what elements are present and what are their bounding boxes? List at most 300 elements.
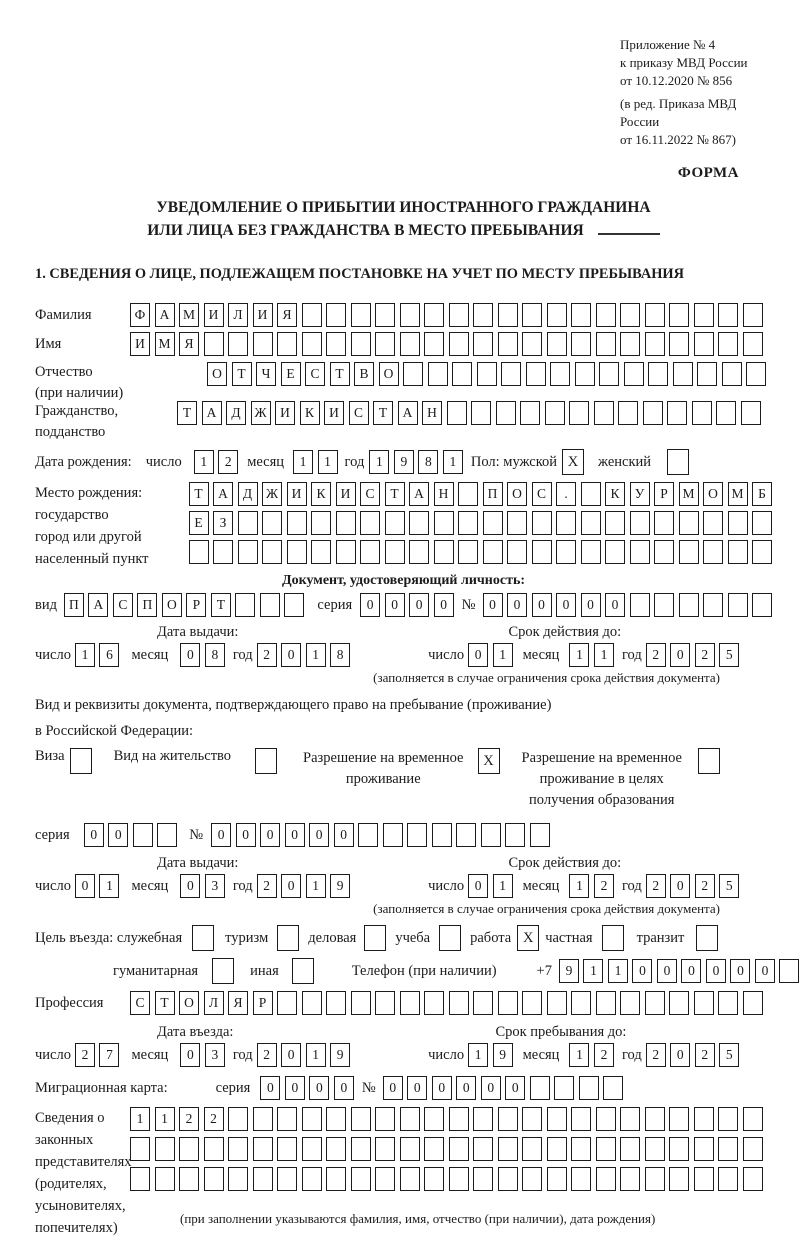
form-cell[interactable] bbox=[358, 823, 378, 847]
form-cell[interactable] bbox=[447, 401, 467, 425]
form-cell[interactable]: 0 bbox=[180, 643, 200, 667]
form-cell[interactable]: 0 bbox=[180, 874, 200, 898]
form-cell[interactable] bbox=[452, 362, 472, 386]
form-cell[interactable] bbox=[326, 332, 346, 356]
form-cell[interactable] bbox=[550, 362, 570, 386]
form-cell[interactable]: Я bbox=[228, 991, 248, 1015]
form-cell[interactable]: Б bbox=[752, 482, 772, 506]
purpose-work-checkbox[interactable]: X bbox=[517, 925, 539, 951]
form-cell[interactable]: И bbox=[336, 482, 356, 506]
form-cell[interactable] bbox=[284, 593, 304, 617]
form-cell[interactable]: 0 bbox=[281, 874, 301, 898]
form-cell[interactable] bbox=[326, 991, 346, 1015]
form-cell[interactable]: Т bbox=[177, 401, 197, 425]
form-cell[interactable] bbox=[522, 1167, 542, 1191]
form-cell[interactable]: 9 bbox=[394, 450, 414, 474]
form-cell[interactable] bbox=[547, 1107, 567, 1131]
form-cell[interactable] bbox=[643, 401, 663, 425]
form-cell[interactable] bbox=[743, 1107, 763, 1131]
form-cell[interactable]: 3 bbox=[205, 874, 225, 898]
form-cell[interactable] bbox=[473, 332, 493, 356]
form-cell[interactable]: 8 bbox=[330, 643, 350, 667]
form-cell[interactable]: 0 bbox=[456, 1076, 476, 1100]
form-cell[interactable] bbox=[385, 511, 405, 535]
form-cell[interactable]: 6 bbox=[99, 643, 119, 667]
form-cell[interactable]: 1 bbox=[569, 1043, 589, 1067]
form-cell[interactable] bbox=[571, 303, 591, 327]
form-cell[interactable] bbox=[326, 1167, 346, 1191]
form-cell[interactable] bbox=[471, 401, 491, 425]
form-cell[interactable]: 0 bbox=[657, 959, 677, 983]
form-cell[interactable]: 0 bbox=[75, 874, 95, 898]
form-cell[interactable] bbox=[375, 332, 395, 356]
form-cell[interactable]: С bbox=[305, 362, 325, 386]
form-cell[interactable] bbox=[311, 511, 331, 535]
form-cell[interactable]: 0 bbox=[605, 593, 625, 617]
form-cell[interactable] bbox=[532, 540, 552, 564]
form-cell[interactable] bbox=[228, 332, 248, 356]
form-cell[interactable]: 9 bbox=[559, 959, 579, 983]
form-cell[interactable] bbox=[620, 1167, 640, 1191]
form-cell[interactable] bbox=[400, 1137, 420, 1161]
form-cell[interactable] bbox=[522, 991, 542, 1015]
form-cell[interactable] bbox=[351, 1167, 371, 1191]
form-cell[interactable] bbox=[302, 332, 322, 356]
form-cell[interactable] bbox=[360, 540, 380, 564]
form-cell[interactable] bbox=[428, 362, 448, 386]
form-cell[interactable]: С bbox=[130, 991, 150, 1015]
form-cell[interactable] bbox=[547, 1167, 567, 1191]
form-cell[interactable] bbox=[213, 540, 233, 564]
form-cell[interactable] bbox=[287, 540, 307, 564]
form-cell[interactable] bbox=[526, 362, 546, 386]
form-cell[interactable] bbox=[630, 540, 650, 564]
form-cell[interactable] bbox=[400, 1107, 420, 1131]
form-cell[interactable] bbox=[743, 991, 763, 1015]
form-cell[interactable]: 2 bbox=[257, 643, 277, 667]
form-cell[interactable] bbox=[624, 362, 644, 386]
form-cell[interactable]: С bbox=[360, 482, 380, 506]
form-cell[interactable] bbox=[238, 511, 258, 535]
form-cell[interactable] bbox=[456, 823, 476, 847]
form-cell[interactable] bbox=[287, 511, 307, 535]
form-cell[interactable] bbox=[545, 401, 565, 425]
form-cell[interactable] bbox=[716, 401, 736, 425]
form-cell[interactable] bbox=[326, 1107, 346, 1131]
form-cell[interactable] bbox=[228, 1137, 248, 1161]
form-cell[interactable] bbox=[277, 332, 297, 356]
form-cell[interactable] bbox=[679, 540, 699, 564]
form-cell[interactable]: Р bbox=[186, 593, 206, 617]
form-cell[interactable] bbox=[262, 511, 282, 535]
form-cell[interactable] bbox=[498, 303, 518, 327]
form-cell[interactable] bbox=[718, 303, 738, 327]
form-cell[interactable] bbox=[594, 401, 614, 425]
form-cell[interactable] bbox=[477, 362, 497, 386]
form-cell[interactable] bbox=[385, 540, 405, 564]
form-cell[interactable] bbox=[654, 540, 674, 564]
form-cell[interactable] bbox=[351, 303, 371, 327]
form-cell[interactable]: 0 bbox=[434, 593, 454, 617]
form-cell[interactable] bbox=[360, 511, 380, 535]
form-cell[interactable] bbox=[645, 1137, 665, 1161]
form-cell[interactable]: 1 bbox=[306, 643, 326, 667]
form-cell[interactable] bbox=[571, 991, 591, 1015]
form-cell[interactable] bbox=[694, 991, 714, 1015]
form-cell[interactable]: И bbox=[275, 401, 295, 425]
form-cell[interactable] bbox=[569, 401, 589, 425]
form-cell[interactable] bbox=[596, 303, 616, 327]
form-cell[interactable] bbox=[743, 1167, 763, 1191]
form-cell[interactable]: Л bbox=[228, 303, 248, 327]
form-cell[interactable] bbox=[694, 1167, 714, 1191]
form-cell[interactable]: Р bbox=[654, 482, 674, 506]
form-cell[interactable] bbox=[581, 540, 601, 564]
purpose-transit-checkbox[interactable] bbox=[696, 925, 718, 951]
form-cell[interactable]: И bbox=[287, 482, 307, 506]
form-cell[interactable] bbox=[620, 1137, 640, 1161]
form-cell[interactable]: Д bbox=[226, 401, 246, 425]
form-cell[interactable]: Я bbox=[277, 303, 297, 327]
form-cell[interactable] bbox=[596, 1167, 616, 1191]
temp-residence-edu-checkbox[interactable] bbox=[698, 748, 720, 774]
form-cell[interactable] bbox=[679, 593, 699, 617]
form-cell[interactable]: 2 bbox=[695, 1043, 715, 1067]
form-cell[interactable] bbox=[522, 1107, 542, 1131]
form-cell[interactable] bbox=[718, 332, 738, 356]
form-cell[interactable] bbox=[741, 401, 761, 425]
form-cell[interactable] bbox=[458, 540, 478, 564]
form-cell[interactable]: 2 bbox=[695, 643, 715, 667]
form-cell[interactable]: В bbox=[354, 362, 374, 386]
form-cell[interactable]: 0 bbox=[507, 593, 527, 617]
form-cell[interactable]: 1 bbox=[493, 643, 513, 667]
form-cell[interactable] bbox=[260, 593, 280, 617]
form-cell[interactable] bbox=[547, 991, 567, 1015]
form-cell[interactable] bbox=[728, 593, 748, 617]
form-cell[interactable] bbox=[596, 991, 616, 1015]
form-cell[interactable]: 0 bbox=[309, 1076, 329, 1100]
form-cell[interactable] bbox=[596, 332, 616, 356]
form-cell[interactable]: Т bbox=[189, 482, 209, 506]
form-cell[interactable]: С bbox=[532, 482, 552, 506]
form-cell[interactable] bbox=[253, 1107, 273, 1131]
form-cell[interactable]: Т bbox=[232, 362, 252, 386]
form-cell[interactable]: 7 bbox=[99, 1043, 119, 1067]
form-cell[interactable] bbox=[204, 1137, 224, 1161]
form-cell[interactable] bbox=[718, 1137, 738, 1161]
form-cell[interactable]: . bbox=[556, 482, 576, 506]
form-cell[interactable] bbox=[507, 511, 527, 535]
form-cell[interactable] bbox=[522, 303, 542, 327]
form-cell[interactable] bbox=[718, 1167, 738, 1191]
form-cell[interactable]: Д bbox=[238, 482, 258, 506]
form-cell[interactable] bbox=[530, 1076, 550, 1100]
form-cell[interactable]: 0 bbox=[407, 1076, 427, 1100]
form-cell[interactable] bbox=[383, 823, 403, 847]
form-cell[interactable] bbox=[620, 332, 640, 356]
form-cell[interactable] bbox=[409, 511, 429, 535]
form-cell[interactable] bbox=[547, 332, 567, 356]
form-cell[interactable] bbox=[204, 332, 224, 356]
form-cell[interactable]: О bbox=[507, 482, 527, 506]
form-cell[interactable]: 5 bbox=[719, 643, 739, 667]
form-cell[interactable]: 0 bbox=[468, 643, 488, 667]
form-cell[interactable] bbox=[424, 991, 444, 1015]
form-cell[interactable] bbox=[496, 401, 516, 425]
form-cell[interactable] bbox=[498, 1107, 518, 1131]
form-cell[interactable] bbox=[424, 1137, 444, 1161]
purpose-business-checkbox[interactable] bbox=[364, 925, 386, 951]
form-cell[interactable]: 0 bbox=[334, 1076, 354, 1100]
form-cell[interactable] bbox=[155, 1167, 175, 1191]
form-cell[interactable] bbox=[507, 540, 527, 564]
form-cell[interactable]: 1 bbox=[306, 1043, 326, 1067]
form-cell[interactable]: О bbox=[703, 482, 723, 506]
form-cell[interactable] bbox=[547, 303, 567, 327]
form-cell[interactable] bbox=[752, 593, 772, 617]
form-cell[interactable] bbox=[630, 593, 650, 617]
form-cell[interactable]: 0 bbox=[468, 874, 488, 898]
form-cell[interactable]: А bbox=[398, 401, 418, 425]
form-cell[interactable]: А bbox=[88, 593, 108, 617]
form-cell[interactable] bbox=[449, 303, 469, 327]
form-cell[interactable] bbox=[603, 1076, 623, 1100]
form-cell[interactable] bbox=[375, 303, 395, 327]
form-cell[interactable] bbox=[575, 362, 595, 386]
form-cell[interactable]: 0 bbox=[483, 593, 503, 617]
form-cell[interactable] bbox=[253, 1167, 273, 1191]
form-cell[interactable]: 0 bbox=[481, 1076, 501, 1100]
form-cell[interactable]: 0 bbox=[309, 823, 329, 847]
form-cell[interactable] bbox=[235, 593, 255, 617]
form-cell[interactable]: И bbox=[253, 303, 273, 327]
form-cell[interactable] bbox=[579, 1076, 599, 1100]
form-cell[interactable]: 0 bbox=[281, 643, 301, 667]
form-cell[interactable] bbox=[375, 1107, 395, 1131]
form-cell[interactable] bbox=[481, 823, 501, 847]
form-cell[interactable] bbox=[498, 332, 518, 356]
form-cell[interactable]: 0 bbox=[632, 959, 652, 983]
form-cell[interactable]: О bbox=[379, 362, 399, 386]
form-cell[interactable]: 0 bbox=[108, 823, 128, 847]
form-cell[interactable] bbox=[599, 362, 619, 386]
form-cell[interactable]: К bbox=[300, 401, 320, 425]
form-cell[interactable] bbox=[596, 1107, 616, 1131]
form-cell[interactable] bbox=[752, 540, 772, 564]
form-cell[interactable]: 1 bbox=[369, 450, 389, 474]
form-cell[interactable] bbox=[743, 332, 763, 356]
form-cell[interactable] bbox=[779, 959, 799, 983]
form-cell[interactable] bbox=[351, 1137, 371, 1161]
form-cell[interactable] bbox=[400, 332, 420, 356]
form-cell[interactable]: Т bbox=[211, 593, 231, 617]
form-cell[interactable] bbox=[673, 362, 693, 386]
form-cell[interactable] bbox=[204, 1167, 224, 1191]
form-cell[interactable]: 1 bbox=[99, 874, 119, 898]
form-cell[interactable] bbox=[556, 540, 576, 564]
form-cell[interactable]: 1 bbox=[608, 959, 628, 983]
form-cell[interactable] bbox=[253, 332, 273, 356]
form-cell[interactable] bbox=[473, 991, 493, 1015]
form-cell[interactable] bbox=[703, 511, 723, 535]
form-cell[interactable] bbox=[645, 303, 665, 327]
form-cell[interactable] bbox=[571, 1167, 591, 1191]
form-cell[interactable] bbox=[571, 1107, 591, 1131]
form-cell[interactable]: 2 bbox=[594, 874, 614, 898]
form-cell[interactable] bbox=[692, 401, 712, 425]
form-cell[interactable] bbox=[403, 362, 423, 386]
form-cell[interactable] bbox=[618, 401, 638, 425]
form-cell[interactable]: Е bbox=[281, 362, 301, 386]
form-cell[interactable] bbox=[654, 593, 674, 617]
form-cell[interactable] bbox=[530, 823, 550, 847]
purpose-other-checkbox[interactable] bbox=[292, 958, 314, 984]
form-cell[interactable] bbox=[630, 511, 650, 535]
form-cell[interactable] bbox=[581, 482, 601, 506]
form-cell[interactable] bbox=[669, 1137, 689, 1161]
form-cell[interactable] bbox=[703, 540, 723, 564]
form-cell[interactable] bbox=[620, 991, 640, 1015]
form-cell[interactable]: 0 bbox=[532, 593, 552, 617]
form-cell[interactable] bbox=[547, 1137, 567, 1161]
form-cell[interactable]: 0 bbox=[670, 643, 690, 667]
form-cell[interactable]: 1 bbox=[569, 874, 589, 898]
form-cell[interactable]: 2 bbox=[695, 874, 715, 898]
form-cell[interactable]: 0 bbox=[285, 1076, 305, 1100]
purpose-official-checkbox[interactable] bbox=[192, 925, 214, 951]
form-cell[interactable]: 1 bbox=[318, 450, 338, 474]
form-cell[interactable] bbox=[596, 1137, 616, 1161]
form-cell[interactable] bbox=[694, 1107, 714, 1131]
form-cell[interactable] bbox=[302, 991, 322, 1015]
form-cell[interactable] bbox=[645, 1167, 665, 1191]
form-cell[interactable] bbox=[571, 332, 591, 356]
form-cell[interactable] bbox=[746, 362, 766, 386]
form-cell[interactable] bbox=[498, 1137, 518, 1161]
form-cell[interactable] bbox=[424, 1107, 444, 1131]
form-cell[interactable] bbox=[620, 1107, 640, 1131]
form-cell[interactable] bbox=[302, 1107, 322, 1131]
form-cell[interactable]: 9 bbox=[493, 1043, 513, 1067]
form-cell[interactable] bbox=[645, 1107, 665, 1131]
form-cell[interactable] bbox=[228, 1107, 248, 1131]
form-cell[interactable] bbox=[620, 303, 640, 327]
form-cell[interactable]: Т bbox=[155, 991, 175, 1015]
form-cell[interactable]: Е bbox=[189, 511, 209, 535]
residence-permit-checkbox[interactable] bbox=[255, 748, 277, 774]
form-cell[interactable] bbox=[458, 511, 478, 535]
form-cell[interactable]: К bbox=[311, 482, 331, 506]
male-checkbox[interactable]: X bbox=[562, 449, 584, 475]
form-cell[interactable]: 1 bbox=[306, 874, 326, 898]
form-cell[interactable]: И bbox=[204, 303, 224, 327]
form-cell[interactable]: 5 bbox=[719, 1043, 739, 1067]
form-cell[interactable] bbox=[498, 1167, 518, 1191]
form-cell[interactable] bbox=[179, 1137, 199, 1161]
purpose-tourism-checkbox[interactable] bbox=[277, 925, 299, 951]
form-cell[interactable]: И bbox=[324, 401, 344, 425]
form-cell[interactable]: 0 bbox=[409, 593, 429, 617]
form-cell[interactable]: 1 bbox=[75, 643, 95, 667]
form-cell[interactable]: 2 bbox=[75, 1043, 95, 1067]
form-cell[interactable]: М bbox=[179, 303, 199, 327]
form-cell[interactable]: Т bbox=[373, 401, 393, 425]
form-cell[interactable] bbox=[498, 991, 518, 1015]
form-cell[interactable]: 1 bbox=[583, 959, 603, 983]
form-cell[interactable]: М bbox=[679, 482, 699, 506]
form-cell[interactable] bbox=[697, 362, 717, 386]
form-cell[interactable] bbox=[157, 823, 177, 847]
form-cell[interactable] bbox=[483, 540, 503, 564]
form-cell[interactable] bbox=[311, 540, 331, 564]
form-cell[interactable] bbox=[424, 1167, 444, 1191]
form-cell[interactable] bbox=[743, 303, 763, 327]
form-cell[interactable] bbox=[302, 303, 322, 327]
form-cell[interactable] bbox=[483, 511, 503, 535]
form-cell[interactable] bbox=[473, 1167, 493, 1191]
form-cell[interactable] bbox=[605, 511, 625, 535]
form-cell[interactable]: 0 bbox=[260, 1076, 280, 1100]
form-cell[interactable]: 1 bbox=[443, 450, 463, 474]
form-cell[interactable]: 1 bbox=[155, 1107, 175, 1131]
form-cell[interactable]: С bbox=[349, 401, 369, 425]
form-cell[interactable] bbox=[667, 401, 687, 425]
form-cell[interactable] bbox=[605, 540, 625, 564]
form-cell[interactable]: 0 bbox=[670, 874, 690, 898]
form-cell[interactable] bbox=[336, 511, 356, 535]
form-cell[interactable]: 9 bbox=[330, 1043, 350, 1067]
form-cell[interactable]: 2 bbox=[179, 1107, 199, 1131]
form-cell[interactable]: 0 bbox=[581, 593, 601, 617]
form-cell[interactable]: О bbox=[162, 593, 182, 617]
form-cell[interactable] bbox=[326, 1137, 346, 1161]
form-cell[interactable]: П bbox=[483, 482, 503, 506]
form-cell[interactable] bbox=[694, 1137, 714, 1161]
form-cell[interactable]: Ч bbox=[256, 362, 276, 386]
form-cell[interactable] bbox=[669, 303, 689, 327]
form-cell[interactable]: 0 bbox=[236, 823, 256, 847]
form-cell[interactable]: Я bbox=[179, 332, 199, 356]
form-cell[interactable]: 0 bbox=[285, 823, 305, 847]
form-cell[interactable]: 0 bbox=[505, 1076, 525, 1100]
form-cell[interactable] bbox=[520, 401, 540, 425]
form-cell[interactable] bbox=[694, 332, 714, 356]
form-cell[interactable] bbox=[669, 991, 689, 1015]
form-cell[interactable] bbox=[718, 991, 738, 1015]
form-cell[interactable] bbox=[669, 1107, 689, 1131]
form-cell[interactable]: О bbox=[179, 991, 199, 1015]
form-cell[interactable] bbox=[669, 332, 689, 356]
form-cell[interactable] bbox=[581, 511, 601, 535]
form-cell[interactable]: 0 bbox=[334, 823, 354, 847]
form-cell[interactable] bbox=[752, 511, 772, 535]
form-cell[interactable]: 1 bbox=[130, 1107, 150, 1131]
form-cell[interactable] bbox=[473, 1107, 493, 1131]
form-cell[interactable] bbox=[400, 303, 420, 327]
form-cell[interactable] bbox=[571, 1137, 591, 1161]
form-cell[interactable] bbox=[400, 1167, 420, 1191]
form-cell[interactable] bbox=[505, 823, 525, 847]
form-cell[interactable]: 0 bbox=[706, 959, 726, 983]
form-cell[interactable] bbox=[302, 1137, 322, 1161]
form-cell[interactable]: Н bbox=[422, 401, 442, 425]
form-cell[interactable] bbox=[228, 1167, 248, 1191]
form-cell[interactable]: 0 bbox=[281, 1043, 301, 1067]
form-cell[interactable] bbox=[722, 362, 742, 386]
form-cell[interactable]: 0 bbox=[84, 823, 104, 847]
female-checkbox[interactable] bbox=[667, 449, 689, 475]
